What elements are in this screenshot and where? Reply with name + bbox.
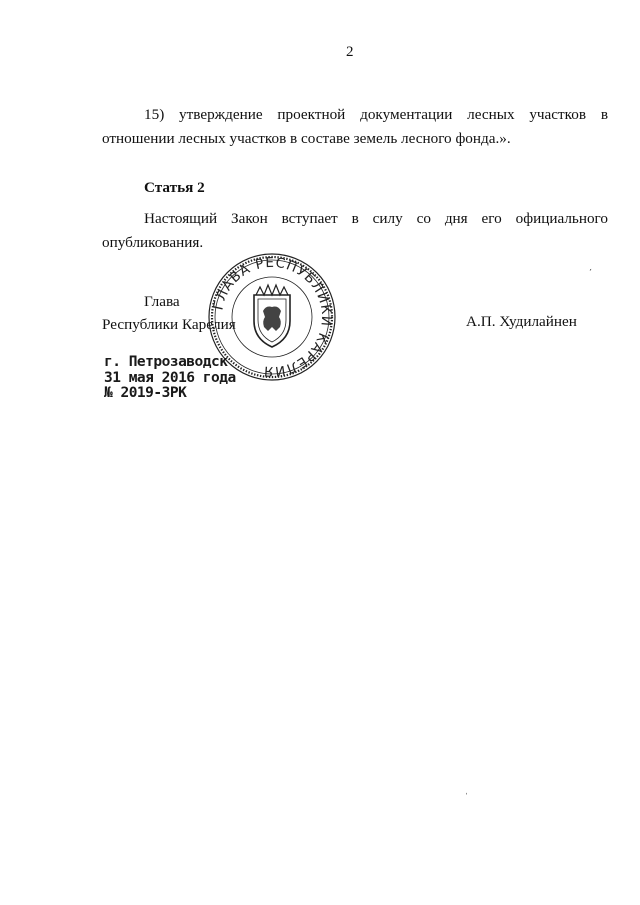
seal-text: ГЛАВА РЕСПУБЛИКИ КАРЕЛИЯ xyxy=(210,254,335,380)
stamp-city: г. Петрозаводск xyxy=(104,354,228,370)
page-number: 2 xyxy=(346,44,354,60)
registration-stamp xyxy=(104,355,236,402)
article-2-paragraph: Настоящий Закон вступает в силу со дня его официального опубликования. xyxy=(102,210,608,251)
stamp-number: № 2019-ЗРК xyxy=(104,385,187,401)
stray-mark: ˊ xyxy=(588,267,596,280)
article-heading: Статья 2 xyxy=(144,179,205,196)
signatory-name: А.П. Худилайнен xyxy=(466,313,577,330)
signatory-position-line2: Республики Карелия xyxy=(102,316,236,333)
signatory-position-line1: Глава xyxy=(144,293,180,310)
stamp-date: 31 мая 2016 года xyxy=(104,369,236,386)
item-15-paragraph: 15) утверждение проектной документации лесных участков в отношении лесных участков в составе земель лесного фонда.». xyxy=(102,106,608,147)
stray-mark: ˈ xyxy=(465,792,469,803)
